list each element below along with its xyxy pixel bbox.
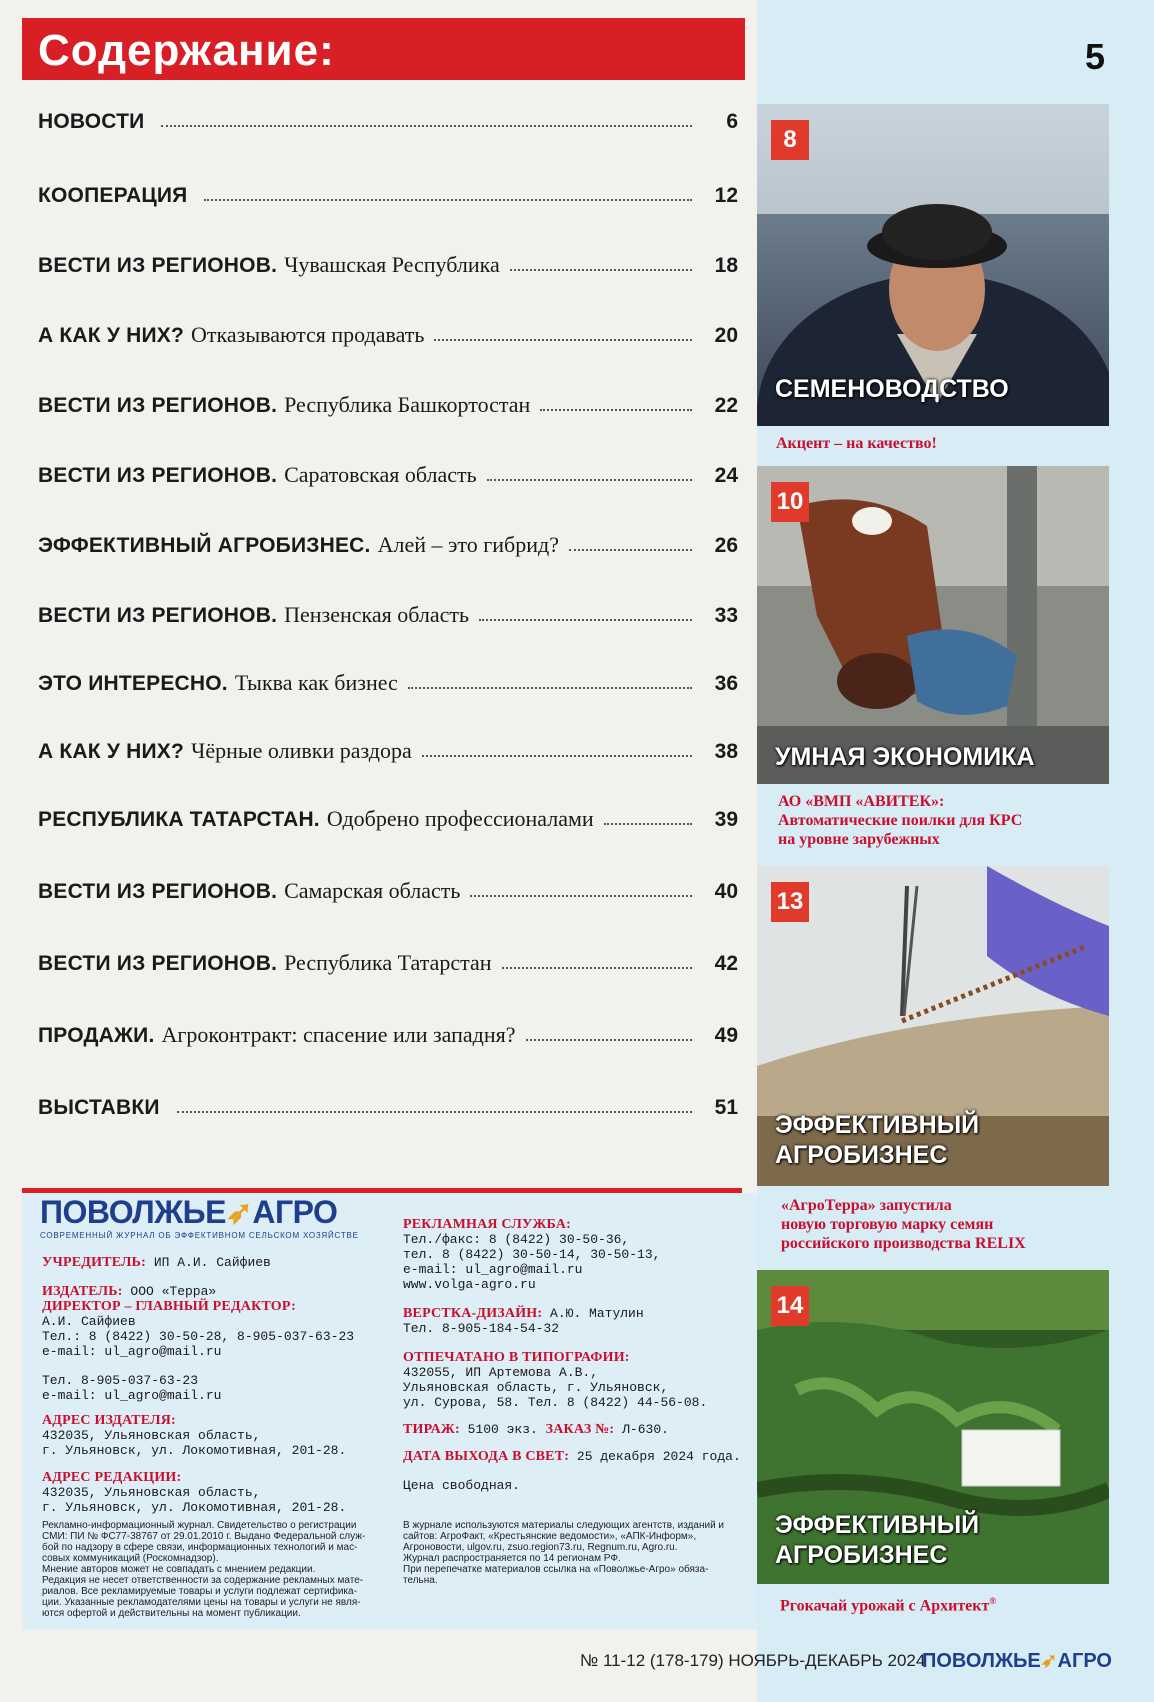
- publisher-label: ИЗДАТЕЛЬ:: [42, 1284, 123, 1299]
- toc-entry[interactable]: [38, 94, 738, 134]
- toc-title: Агроконтракт: спасение или западня?: [161, 1022, 516, 1047]
- toc-page: 42: [714, 952, 738, 975]
- toc-entry[interactable]: [38, 588, 738, 628]
- feature-label-line: АГРОБИЗНЕС: [775, 1141, 948, 1169]
- toc-section: ВЫСТАВКИ: [38, 1096, 160, 1119]
- print-line: ул. Сурова, 58. Тел. 8 (8422) 44-56-08.: [403, 1395, 708, 1410]
- toc-entry[interactable]: [38, 378, 738, 418]
- ads-label: РЕКЛАМНАЯ СЛУЖБА:: [403, 1217, 571, 1232]
- toc-entry[interactable]: [38, 864, 738, 904]
- toc-page: 38: [714, 740, 738, 763]
- feature-description-line: «АгроТерра» запустила: [781, 1197, 952, 1214]
- page-number: 5: [1085, 36, 1106, 77]
- feature-description-line: российского производства RELIX: [781, 1235, 1026, 1252]
- layout-label: ВЕРСТКА-ДИЗАЙН:: [403, 1306, 543, 1321]
- print-line: Ульяновская область, г. Ульяновск,: [403, 1380, 669, 1395]
- page-title: Содержание:: [38, 26, 335, 75]
- feature-description: [781, 1196, 1026, 1253]
- director-email[interactable]: e-mail: ul_agro@mail.ru: [42, 1344, 222, 1359]
- toc-entry[interactable]: [38, 448, 738, 488]
- toc-leader: [604, 823, 692, 825]
- toc-page: 18: [714, 254, 738, 277]
- toc-title: Республика Башкортостан: [284, 392, 531, 417]
- imprint-right-column: [403, 1217, 753, 1493]
- founder-value: ИП А.И. Сайфиев: [153, 1255, 271, 1270]
- toc-title: Отказываются продавать: [191, 322, 425, 347]
- legal-notice-right: [403, 1520, 753, 1586]
- editorial-address-line: г. Ульяновск, ул. Локомотивная, 201-28.: [42, 1500, 347, 1515]
- toc-section: ПРОДАЖИ.: [38, 1024, 155, 1047]
- imprint-block: [22, 1193, 757, 1630]
- toc-section: ВЕСТИ ИЗ РЕГИОНОВ.: [38, 604, 278, 627]
- toc-title: Одобрено профессионалами: [326, 806, 594, 831]
- circulation-label: ТИРАЖ:: [403, 1422, 460, 1437]
- toc-page: 51: [714, 1096, 738, 1119]
- toc-page: 40: [714, 880, 738, 903]
- footer-logo-agro: АГРО: [1057, 1650, 1112, 1672]
- editorial-address-label: АДРЕС РЕДАКЦИИ:: [42, 1470, 182, 1485]
- toc-leader: [510, 269, 692, 271]
- founder-label: УЧРЕДИТЕЛЬ:: [42, 1255, 147, 1270]
- toc-title: Самарская область: [284, 878, 461, 903]
- toc-title: Пензенская область: [284, 602, 470, 627]
- feature-page-badge: 8: [771, 120, 809, 160]
- publisher-address-line: г. Ульяновск, ул. Локомотивная, 201-28.: [42, 1443, 347, 1458]
- toc-section: РЕСПУБЛИКА ТАТАРСТАН.: [38, 808, 320, 831]
- ads-line: Тел./факс: 8 (8422) 30-50-36,: [403, 1232, 630, 1247]
- logo-word-main: ПОВОЛЖЬЕ: [40, 1194, 227, 1230]
- toc-page: 22: [714, 394, 738, 417]
- website-link[interactable]: www.volga-agro.ru: [403, 1277, 536, 1292]
- toc-section: ЭФФЕКТИВНЫЙ АГРОБИЗНЕС.: [38, 534, 371, 557]
- feature-label: [775, 1110, 979, 1170]
- toc-section: А КАК У НИХ?: [38, 740, 185, 763]
- toc-page: 20: [714, 324, 738, 347]
- toc-leader: [479, 619, 692, 621]
- feature-label-line: АГРОБИЗНЕС: [775, 1541, 948, 1569]
- director-line: Тел.: 8 (8422) 30-50-28, 8-905-037-63-23: [42, 1329, 355, 1344]
- toc-section: ВЕСТИ ИЗ РЕГИОНОВ.: [38, 254, 278, 277]
- toc-entry[interactable]: [38, 936, 738, 976]
- toc-page: 36: [714, 672, 738, 695]
- toc-leader: [434, 339, 692, 341]
- publisher-address-line: 432035, Ульяновская область,: [42, 1428, 261, 1443]
- toc-leader: [177, 1111, 692, 1113]
- toc-leader: [502, 967, 692, 969]
- feature-description-line: на уровне зарубежных: [778, 831, 940, 848]
- legal-line: Журнал распространяется по 14 регионам РФ.: [403, 1553, 621, 1564]
- toc-leader: [161, 125, 692, 127]
- feature-photo-seeds[interactable]: [757, 104, 1109, 426]
- toc-title: Республика Татарстан: [284, 950, 492, 975]
- toc-leader: [526, 1039, 692, 1041]
- legal-line: бой по надзору в сфере связи, информационных технологий и мас-: [42, 1542, 358, 1553]
- toc-section: ВЕСТИ ИЗ РЕГИОНОВ.: [38, 880, 278, 903]
- toc-leader: [540, 409, 692, 411]
- publisher-value: ООО «Терра»: [130, 1284, 217, 1299]
- legal-line: совых коммуникаций (Роскомнадзор).: [42, 1553, 219, 1564]
- registered-mark: ®: [989, 1596, 997, 1606]
- director-line: А.И. Сайфиев: [42, 1314, 136, 1329]
- toc-leader: [422, 755, 692, 757]
- toc-page: 12: [714, 184, 738, 207]
- feature-description-line: Автоматические поилки для КРС: [778, 812, 1023, 829]
- layout-name: А.Ю. Матулин: [550, 1306, 644, 1321]
- toc-entry[interactable]: [38, 1080, 738, 1120]
- legal-line: тельна.: [403, 1575, 438, 1586]
- issue-info: № 11-12 (178-179) НОЯБРЬ-ДЕКАБРЬ 2024: [580, 1651, 926, 1670]
- toc-leader: [569, 549, 692, 551]
- feature-label: УМНАЯ ЭКОНОМИКА: [775, 743, 1035, 771]
- feature-photo-relix[interactable]: [757, 866, 1109, 1186]
- feature-label: СЕМЕНОВОДСТВО: [775, 375, 1009, 403]
- toc-entry[interactable]: [38, 1008, 738, 1048]
- toc-entry[interactable]: [38, 792, 738, 832]
- feature-photo-economy[interactable]: [757, 466, 1109, 784]
- toc-section: ВЕСТИ ИЗ РЕГИОНОВ.: [38, 464, 278, 487]
- contact-phone: Тел. 8-905-037-63-23: [42, 1373, 199, 1388]
- toc-section: НОВОСТИ: [38, 110, 145, 133]
- leaf-icon: ➶: [1040, 1650, 1058, 1672]
- toc-section: ВЕСТИ ИЗ РЕГИОНОВ.: [38, 952, 278, 975]
- legal-line: СМИ: ПИ № ФС77-38767 от 29.01.2010 г. Выдано Федеральной служ-: [42, 1531, 366, 1542]
- magazine-logo: [40, 1193, 359, 1240]
- toc-title: Чувашская Республика: [284, 252, 500, 277]
- footer-logo-main: ПОВОЛЖЬЕ: [922, 1650, 1041, 1672]
- legal-line: ются офертой и действительны на момент публикации.: [42, 1608, 301, 1619]
- director-label: ДИРЕКТОР – ГЛАВНЫЙ РЕДАКТОР:: [42, 1299, 297, 1314]
- toc-page: 26: [714, 534, 738, 557]
- legal-line: риалов. Все рекламируемые товары и услуги подлежат сертифика-: [42, 1586, 357, 1597]
- logo-tagline: СОВРЕМЕННЫЙ ЖУРНАЛ ОБ ЭФФЕКТИВНОМ СЕЛЬСКОМ ХОЗЯЙСТВЕ: [40, 1231, 359, 1240]
- toc-title: Чёрные оливки раздора: [191, 738, 412, 763]
- order-label: ЗАКАЗ №:: [545, 1422, 615, 1437]
- toc-entry[interactable]: [38, 308, 738, 348]
- legal-line: Редакция не несет ответственности за содержание рекламных мате-: [42, 1575, 364, 1586]
- toc-entry[interactable]: [38, 238, 738, 278]
- legal-line: сайтов: АгроФакт, «Крестьянские ведомости», «АПК-Информ»,: [403, 1531, 697, 1542]
- feature-label-line: ЭФФЕКТИВНЫЙ: [775, 1511, 980, 1539]
- toc-leader: [408, 687, 692, 689]
- feature-page-badge: 14: [771, 1286, 809, 1326]
- footer-logo: [922, 1648, 1112, 1673]
- legal-line: ции. Указанные рекламодателями цены на товары и услуги не явля-: [42, 1597, 361, 1608]
- feature-label-line: ЭФФЕКТИВНЫЙ: [775, 1111, 980, 1139]
- feature-description: Акцент – на качество!: [776, 435, 937, 452]
- logo-word-agro: АГРО: [252, 1194, 338, 1230]
- layout-phone: Тел. 8-905-184-54-32: [403, 1321, 560, 1336]
- toc-page: 33: [714, 604, 738, 627]
- legal-notice-left: [42, 1520, 387, 1619]
- feature-page-badge: 13: [771, 882, 809, 922]
- release-date-value: 25 декабря 2024 года.: [576, 1449, 741, 1464]
- editorial-address-line: 432035, Ульяновская область,: [42, 1485, 261, 1500]
- contact-email[interactable]: e-mail: ul_agro@mail.ru: [42, 1388, 222, 1403]
- leaf-icon: ➶: [226, 1194, 253, 1230]
- toc-section: ЭТО ИНТЕРЕСНО.: [38, 672, 228, 695]
- order-value: Л-630.: [622, 1422, 669, 1437]
- feature-description-line: новую торговую марку семян: [781, 1216, 994, 1233]
- toc-title: Саратовская область: [284, 462, 477, 487]
- toc-entry[interactable]: [38, 724, 738, 764]
- print-line: 432055, ИП Артемова А.В.,: [403, 1365, 599, 1380]
- cow-drinking-image: [757, 466, 1109, 784]
- toc-entry[interactable]: [38, 656, 738, 696]
- legal-line: При перепечатке материалов ссылка на «Поволжье-Агро» обяза-: [403, 1564, 709, 1575]
- feature-description-line: Ргокачай урожай с Архитект: [780, 1597, 990, 1615]
- ads-line: тел. 8 (8422) 30-50-14, 30-50-13,: [403, 1247, 661, 1262]
- toc-entry[interactable]: [38, 518, 738, 558]
- circulation-value: 5100 экз.: [467, 1422, 538, 1437]
- toc-page: 6: [726, 110, 738, 133]
- toc-page: 49: [714, 1024, 738, 1047]
- feature-description: [780, 1592, 996, 1615]
- legal-line: В журнале используются материалы следующих агентств, изданий и: [403, 1520, 725, 1531]
- price-note: Цена свободная.: [403, 1478, 521, 1493]
- legal-line: Рекламно-информационный журнал. Свидетельство о регистрации: [42, 1520, 357, 1531]
- toc-page: 24: [714, 464, 738, 487]
- legal-line: Агроновости, ulgov.ru, zsuo.region73.ru, Regnum.ru, Agro.ru.: [403, 1542, 678, 1553]
- release-date-label: ДАТА ВЫХОДА В СВЕТ:: [403, 1449, 570, 1464]
- toc-leader: [204, 199, 692, 201]
- toc-title: Алей – это гибрид?: [377, 532, 559, 557]
- feature-page-badge: 10: [771, 482, 809, 522]
- legal-line: Мнение авторов может не совпадать с мнением редакции.: [42, 1564, 316, 1575]
- toc-page: 39: [714, 808, 738, 831]
- publisher-address-label: АДРЕС ИЗДАТЕЛЯ:: [42, 1413, 176, 1428]
- ads-email[interactable]: e-mail: ul_agro@mail.ru: [403, 1262, 583, 1277]
- feature-description: [778, 792, 1022, 849]
- feature-label: [775, 1510, 979, 1570]
- toc-title: Тыква как бизнес: [234, 670, 398, 695]
- imprint-left-column: [42, 1255, 362, 1515]
- toc-section: А КАК У НИХ?: [38, 324, 185, 347]
- toc-section: КООПЕРАЦИЯ: [38, 184, 188, 207]
- toc-entry[interactable]: [38, 168, 738, 208]
- toc-section: ВЕСТИ ИЗ РЕГИОНОВ.: [38, 394, 278, 417]
- feature-photo-crops[interactable]: [757, 1270, 1109, 1584]
- feature-description-line: АО «ВМП «АВИТЕК»:: [778, 793, 945, 810]
- toc-leader: [470, 895, 692, 897]
- toc-leader: [487, 479, 692, 481]
- print-label: ОТПЕЧАТАНО В ТИПОГРАФИИ:: [403, 1350, 630, 1365]
